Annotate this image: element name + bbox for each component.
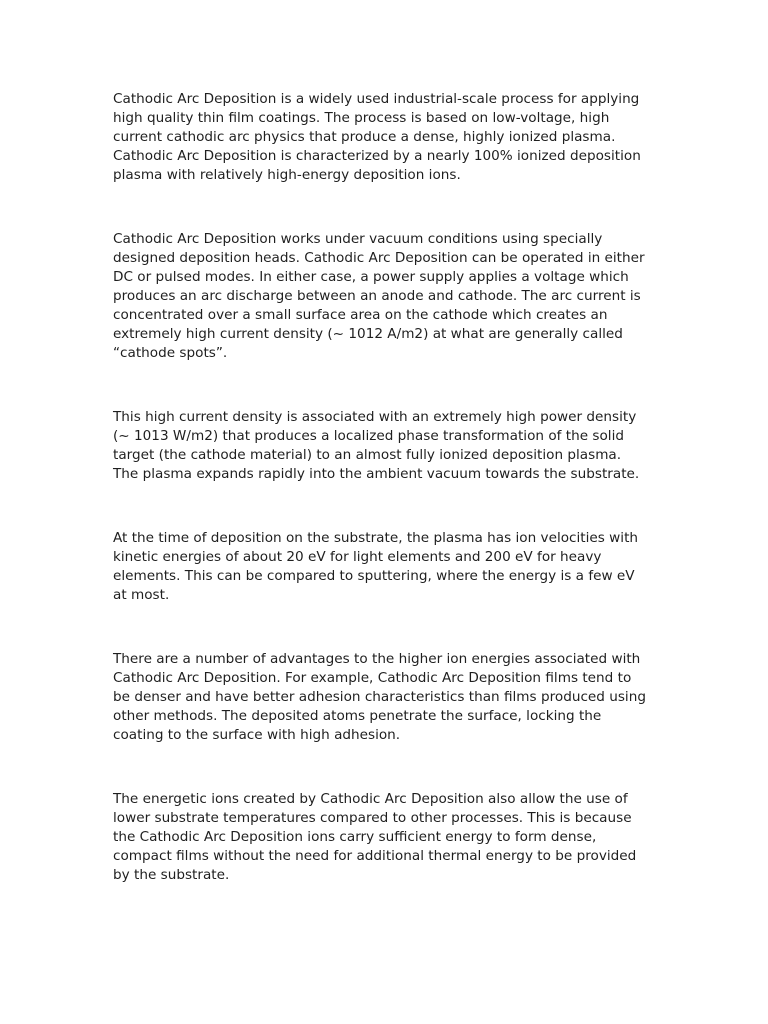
- paragraph-ion-energies: At the time of deposition on the substrate, the plasma has ion velocities with kinetic energies of about 20 eV for light elements and 200 eV for heavy elements. This can be compared to sputtering, where the energy is a few eV at most.: [113, 530, 639, 603]
- paragraph-operation: Cathodic Arc Deposition works under vacuum conditions using specially designed deposition heads. Cathodic Arc Deposition can be operated in either DC or pulsed modes. In either case, a power supply applies a voltage which produces an arc discharge between an anode and cathode. The arc current is concentrated over a small surface area on the cathode which creates an extremely high current density (~ 1012 A/m2) at what are generally called “cathode spots”.: [113, 231, 645, 361]
- paragraph-power-density: This high current density is associated with an extremely high power density (~ 1013 W/m2) that produces a localized phase transformation of the solid target (the cathode material) to an almost fully ionized deposition plasma. The plasma expands rapidly into the ambient vacuum towards the substrate.: [113, 409, 640, 482]
- paragraph-substrate-temperature: The energetic ions created by Cathodic Arc Deposition also allow the use of lower substrate temperatures compared to other processes. This is because the Cathodic Arc Deposition ions carry sufficient energy to form dense, compact films without the need for additional thermal energy to be provided by the substrate.: [113, 791, 637, 883]
- paragraph-spacer: [113, 484, 668, 529]
- paragraph-spacer: [113, 745, 668, 790]
- paragraph-spacer: [113, 185, 668, 230]
- paragraph-advantages: There are a number of advantages to the higher ion energies associated with Cathodic Arc Deposition. For example, Cathodic Arc Deposition films tend to be denser and have better adhesion characteristics than films produced using other methods. The deposited atoms penetrate the surface, locking the coating to the surface with high adhesion.: [113, 651, 646, 743]
- paragraph-spacer: [113, 605, 668, 650]
- paragraph-introduction: Cathodic Arc Deposition is a widely used industrial-scale process for applying high quality thin film coatings. The process is based on low-voltage, high current cathodic arc physics that produce a dense, highly ionized plasma. Cathodic Arc Deposition is characterized by a nearly 100% ionized deposition plasma with relatively high-energy deposition ions.: [113, 91, 641, 183]
- paragraph-spacer: [113, 363, 668, 408]
- document-body: [113, 90, 668, 885]
